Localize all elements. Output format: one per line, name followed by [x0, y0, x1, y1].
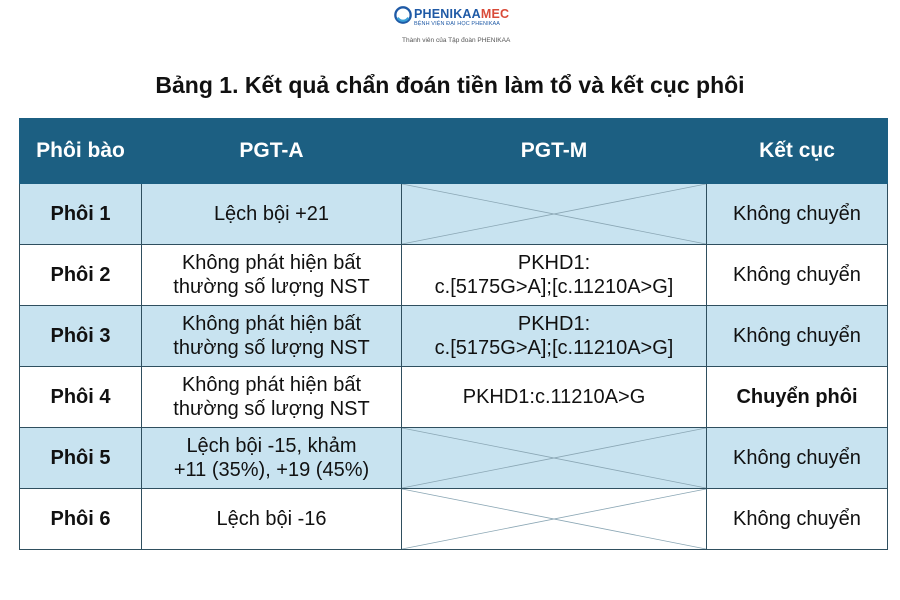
- outcome-cell: Không chuyển: [707, 245, 888, 306]
- logo-mark-icon: [394, 6, 412, 24]
- table-header-row: [20, 119, 888, 184]
- empty-cell-cross-icon: [402, 428, 706, 488]
- logo-subtitle: BỆNH VIỆN ĐẠI HỌC PHENIKAA: [414, 21, 501, 27]
- pgt-m-line1: PKHD1:: [517, 313, 591, 335]
- table-row: [20, 245, 888, 306]
- empty-cell-cross-icon: [402, 489, 706, 549]
- pgt-m-cell-empty: [402, 184, 707, 245]
- outcome-cell: Không chuyển: [707, 428, 888, 489]
- hospital-logo: [394, 4, 524, 50]
- table-row: [20, 184, 888, 245]
- embryo-cell: Phôi 4: [20, 367, 142, 428]
- pgt-a-cell: [142, 184, 402, 245]
- pgt-m-cell: [402, 245, 707, 306]
- pgt-a-cell: [142, 428, 402, 489]
- pgt-a-cell: [142, 306, 402, 367]
- logo-tagline: Thành viên của Tập đoàn PHENIKAA: [402, 37, 511, 44]
- header-pgt-a: PGT-A: [142, 119, 402, 184]
- logo-name-part2: MEC: [480, 7, 510, 21]
- logo-name-part1: PHENIKAA: [414, 7, 481, 21]
- pgt-m-cell-empty: [402, 428, 707, 489]
- pgt-a-line1: Lệch bội +21: [213, 203, 330, 225]
- embryo-cell: Phôi 1: [20, 184, 142, 245]
- pgt-m-line1: PKHD1:c.11210A>G: [462, 386, 646, 408]
- table-row: [20, 306, 888, 367]
- header-outcome: Kết cục: [707, 119, 888, 184]
- pgt-m-cell: [402, 306, 707, 367]
- pgt-a-line1: Không phát hiện bất: [181, 313, 362, 335]
- table-row: [20, 489, 888, 550]
- pgt-a-cell: [142, 489, 402, 550]
- pgt-a-line2: thường số lượng NST: [173, 398, 370, 420]
- pgt-m-line1: PKHD1:: [517, 252, 591, 274]
- header-pgt-m: PGT-M: [402, 119, 707, 184]
- embryo-cell: Phôi 3: [20, 306, 142, 367]
- outcome-cell: Không chuyển: [707, 306, 888, 367]
- pgt-m-cell: [402, 367, 707, 428]
- pgt-a-cell: [142, 245, 402, 306]
- embryo-cell: Phôi 2: [20, 245, 142, 306]
- pgt-m-line2: c.[5175G>A];[c.11210A>G]: [434, 276, 674, 298]
- pgt-m-line2: c.[5175G>A];[c.11210A>G]: [434, 337, 674, 359]
- results-table: [19, 118, 888, 550]
- pgt-a-line2: thường số lượng NST: [173, 337, 370, 359]
- embryo-cell: Phôi 5: [20, 428, 142, 489]
- logo-name: [414, 7, 509, 21]
- pgt-a-line1: Không phát hiện bất: [181, 374, 362, 396]
- header-embryo: Phôi bào: [20, 119, 142, 184]
- pgt-m-cell-empty: [402, 489, 707, 550]
- table-row: [20, 428, 888, 489]
- outcome-cell: Chuyển phôi: [707, 367, 888, 428]
- empty-cell-cross-icon: [402, 184, 706, 244]
- embryo-cell: Phôi 6: [20, 489, 142, 550]
- pgt-a-cell: [142, 367, 402, 428]
- pgt-a-line2: +11 (35%), +19 (45%): [173, 459, 370, 481]
- table-title: Bảng 1. Kết quả chẩn đoán tiền làm tổ và kết cục phôi: [155, 72, 745, 98]
- pgt-a-line2: thường số lượng NST: [173, 276, 370, 298]
- outcome-cell: Không chuyển: [707, 184, 888, 245]
- pgt-a-line1: Không phát hiện bất: [181, 252, 362, 274]
- pgt-a-line1: Lệch bội -15, khảm: [186, 435, 357, 457]
- outcome-cell: Không chuyển: [707, 489, 888, 550]
- pgt-a-line1: Lệch bội -16: [216, 508, 327, 530]
- table-row: [20, 367, 888, 428]
